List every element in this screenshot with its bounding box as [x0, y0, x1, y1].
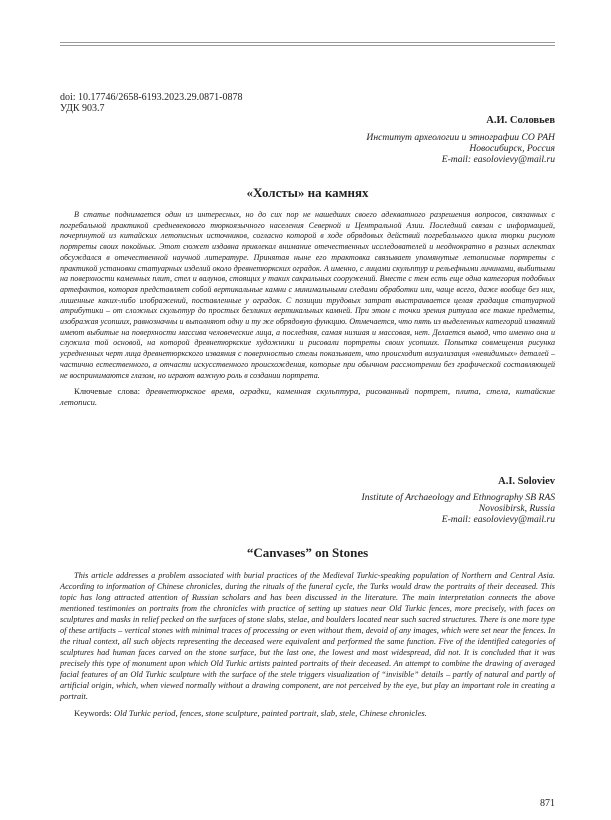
author-email: E-mail: easolovievy@mail.ru [441, 154, 555, 165]
author-email: E-mail: easolovievy@mail.ru [441, 514, 555, 525]
header-rule-top [60, 42, 555, 43]
keywords-list: Old Turkic period, fences, stone sculpture, painted portrait, slab, stele, Chinese chronicles. [113, 708, 427, 718]
author-name: A.I. Soloviev [498, 476, 555, 487]
author-affiliation: Institute of Archaeology and Ethnography SB RAS [361, 492, 555, 503]
en-keywords [60, 708, 555, 719]
author-city: Новосибирск, Россия [469, 143, 555, 154]
keywords-label: Ключевые слова: [74, 386, 141, 397]
en-abstract: This article addresses a problem associated with burial practices of the Medieval Turkic-speaking population of Northern and Central Asia. According to information of Chinese chronicles, during the rituals of the funeral cycle, the Turks would draw the portraits of their deceased. This topic has long attracted attention of Russian scholars and has been discussed in the literature. The main interpretation connects the above mentioned testimonies on portraits from the chronicles with practice of setting up statues near Old Turkic fences, more precisely, with faces on sculptures and masks in relief pecked on the surfaces of stone slabs, stelae, and boulders located near such sacred structures. There is one more type of these artifacts – vertical stones with minimal traces of processing or even without them, devoid of any images, which were set near the fences. In the ritual context, all such objects representing the deceased were equivalent and performed the same function. Five of the identified categories of sculptures had human faces carved on the stone surface, but the last one, the lowest and most widespread, did not. It is concluded that it was precisely this type of monument upon which Old Turkic artists painted portraits of their deceased. An attempt to combine the drawing of averaged facial features of an Old Turkic sculpture with the surface of the stele triggers visualization of “invisible” details – partly of natural and partly of artificial origin, which, when viewed normally without a drawing component, are not perceived by the eye, but play an important role in creating a portrait. [60, 571, 555, 701]
en-title: “Canvases” on Stones [246, 545, 369, 560]
ru-abstract: В статье поднимается один из интересных, но до сих пор не нашедших своего адекватного разрешения вопросов, связанных с погребальной практикой средневекового тюркоязычного населения Северной и Центральной Азии. Последний связан с информацией, почерпнутой из китайских летописных источников, согласно которой в ходе обрядовых действий погребального цикла тюрки рисуют портреты своих покойных. Этот сюжет издавна привлекал внимание отечественных исследователей и неоднократно в разных аспектах обсуждался в отечественной научной литературе. Принятая ныне его трактовка связывает упомянутые летописные портреты с практикой установки статуарных изделий около древнетюркских оградок. А именно, с лицами скульптур и рельефными личинами, выбитыми на поверхности каменных плит, стел и валунов, стоящих у таких сакральных сооружений. Вместе с тем есть еще одна категория подобных артефактов, которая представляет собой вертикальные камни с минимальными следами обработки или, чаще всего, даже вообще без них, лишенные каких-либо изображений, поставленные у оградок. С позиции трудовых затрат выстраивается целая градация статуарной атрибутики – от сложных скульптур до простых безликих вертикальных камней. При этом с точки зрения ритуала все такие предметы, изображая усопших, равнозначны и выполняют одну и ту же обрядовую функцию. Отмечается, что пять из выделенных категорий изваяний имеют выбитые на поверхности массива человеческие лица, а последняя, самая низшая и массовая, нет. Делается вывод, что именно она и служила той основой, на которой древнетюркские художники и рисовали портреты своих усопших. Попытка совмещения рисунка усредненных черт лица древнетюркского изваяния с поверхностью стелы показывает, что происходит визуализация «невидимых» деталей – частично естественного, а отчасти искусственного происхождения, которые при обычном рассмотрении без графической составляющей не воспринимаются глазом, но играют важную роль в создании портрета. [60, 210, 555, 380]
ru-author-block [60, 115, 555, 165]
keywords-list: древнетюркское время, оградки, каменная скульптура, рисованный портрет, плита, стела, китайские летописи. [60, 386, 555, 407]
udk: УДК 903.7 [60, 103, 105, 114]
doi: doi: 10.17746/2658-6193.2023.29.0871-0878 [60, 92, 243, 103]
article-meta [60, 92, 555, 114]
ru-keywords [60, 386, 555, 407]
ru-abstract-block [60, 210, 555, 407]
ru-title: «Холсты» на камнях [246, 185, 369, 200]
en-author-block [60, 476, 555, 525]
page-number: 871 [540, 798, 555, 809]
header-rule-bottom [60, 45, 555, 46]
author-affiliation: Институт археологии и этнографии СО РАН [366, 132, 555, 143]
keywords-label: Keywords: [74, 708, 112, 718]
en-abstract-block [60, 570, 555, 719]
author-city: Novosibirsk, Russia [478, 503, 555, 514]
author-name: А.И. Соловьев [486, 115, 555, 126]
